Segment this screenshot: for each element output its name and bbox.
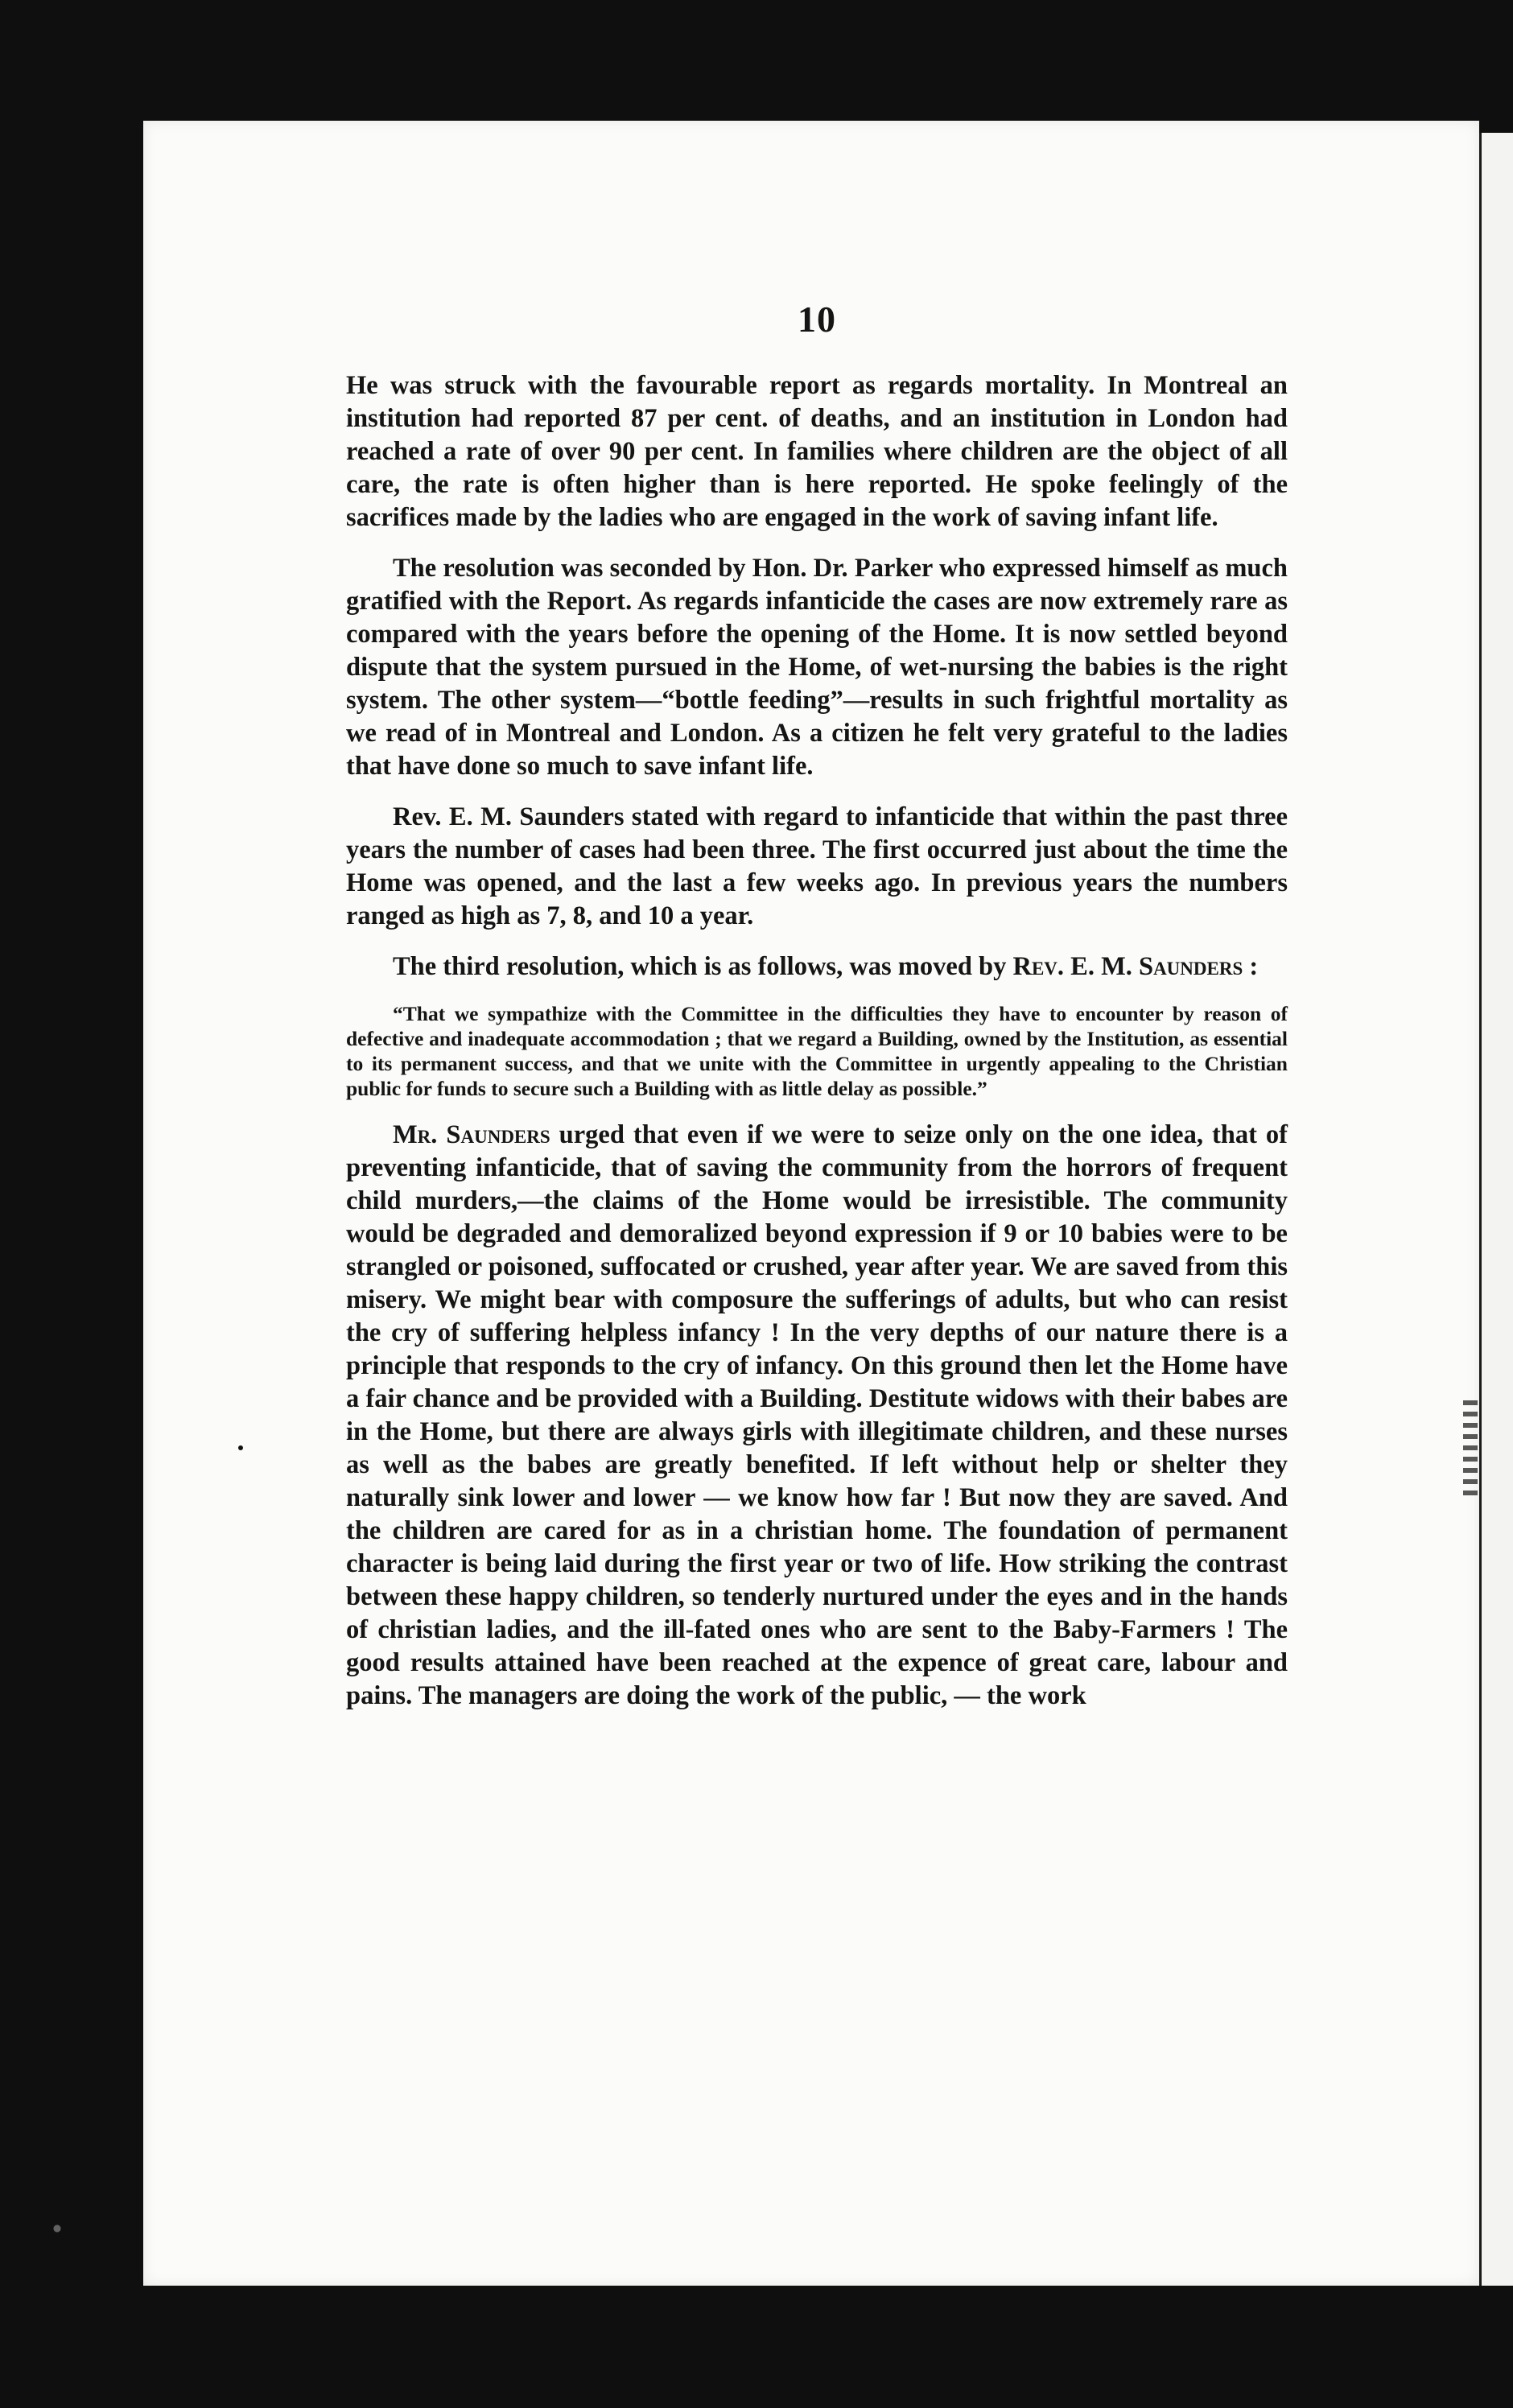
- paragraph-4-suffix: :: [1243, 952, 1259, 981]
- paragraph-4: [346, 950, 1288, 983]
- paragraph-5-text: urged that even if we were to seize only on the one idea, that of preventing infanticide, that of saving the community from the horrors of frequent child murders,—the claims of the Home would be irresistible. The community would be degraded and demoralized beyond expression if 9 or 10 babies were to be strangled or poisoned, suffocated or crushed, year after year. We are saved from this misery. We might bear with composure the sufferings of adults, but who can resist the cry of suffering helpless infancy ! In the very depths of our nature there is a principle that responds to the cry of infancy. On this ground then let the Home have a fair chance and be provided with a Building. Destitute widows with their babes are in the Home, but there are always girls with illegitimate children, and these nurses as well as the babes are greatly benefited. If left without help or shelter they naturally sink lower and lower — we know how far ! But now they are saved. And the children are cared for as in a christian home. The foundation of permanent character is being laid during the first year or two of life. How striking the contrast between these happy children, so tenderly nurtured under the eyes and in the hands of christian ladies, and the ill-fated ones who are sent to the Baby-Farmers ! The good results attained have been reached at the expence of great care, labour and pains. The managers are doing the work of the public, — the work: [346, 1120, 1288, 1710]
- page-content: [346, 298, 1288, 1730]
- page-number: 10: [798, 299, 836, 340]
- binding-marks: [1463, 1400, 1478, 1497]
- paragraph-1: He was struck with the favourable report as regards mortality. In Montreal an institution had reported 87 per cent. of deaths, and an institution in London had reached a rate of over 90 per cent. In families where children are the object of all care, the rate is often higher than is here reported. He spoke feelingly of the sacrifices made by the ladies who are engaged in the work of saving infant life.: [346, 371, 1288, 532]
- mover-name: Rev. E. M. Saunders: [1012, 952, 1243, 981]
- resolution-quote: “That we sympathize with the Committee in the difficulties they have to encounter by reason of defective and inadequate accommodation ; that we regard a Building, owned by the Institution, as essential to its permanent success, and that we unite with the Committee in urgently appealing to the Christian public for funds to secure such a Building with as little delay as possible.”: [346, 1002, 1288, 1100]
- adjacent-page-edge: [1479, 133, 1513, 2286]
- paragraph-2: The resolution was seconded by Hon. Dr. Parker who expressed himself as much gratified with the Report. As regards infanticide the cases are now extremely rare as compared with the years before the opening of the Home. It is now settled beyond dispute that the system pursued in the Home, of wet-nursing the babies is the right system. The other system—“bottle feeding”—results in such frightful mortality as we read of in Montreal and London. As a citizen he felt very grateful to the ladies that have done so much to save infant life.: [346, 554, 1288, 781]
- margin-mark: [238, 1445, 243, 1450]
- paragraph-5: [346, 1119, 1288, 1713]
- paragraph-3: Rev. E. M. Saunders stated with regard to infanticide that within the past three years the number of cases had been three. The first occurred just about the time the Home was opened, and the last a few weeks ago. In previous years the numbers ranged as high as 7, 8, and 10 a year.: [346, 802, 1288, 930]
- speaker-name: Mr. Saunders: [393, 1120, 550, 1149]
- paragraph-4-prefix: The third resolution, which is as follows, was moved by: [393, 952, 1013, 981]
- corner-mark: [50, 2221, 64, 2236]
